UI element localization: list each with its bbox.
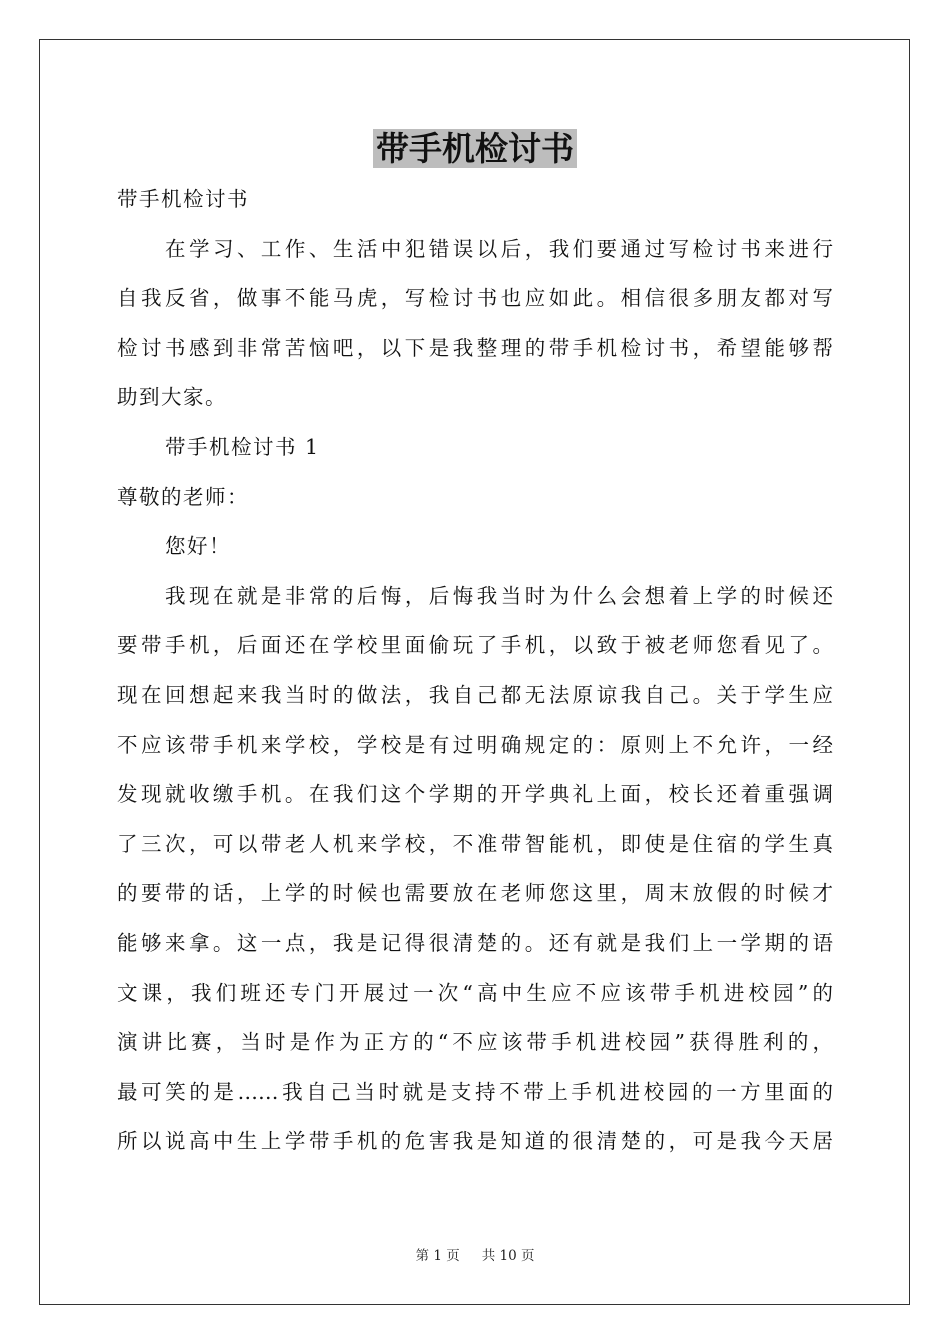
paragraph-line-1: 我现在就是非常的后悔，后悔我当时为什么会想着上学的时候还 (165, 583, 833, 608)
paragraph-line-9: 文课，我们班还专门开展过一次“高中生应不应该带手机进校园”的 (117, 980, 833, 1005)
paragraph-line-11: 最可笑的是……我自己当时就是支持不带上手机进校园的一方里面的 (117, 1079, 833, 1104)
paragraph-line-10: 演讲比赛，当时是作为正方的“不应该带手机进校园”获得胜利的， (117, 1030, 833, 1055)
document-title (0, 124, 950, 174)
document-title-text: 带手机检讨书 (373, 129, 577, 168)
paragraph-line-12: 所以说高中生上学带手机的危害我是知道的很清楚的，可是我今天居 (117, 1129, 833, 1154)
intro-line-4: 助到大家。 (117, 385, 227, 410)
page-total: 共 10 页 (481, 1248, 535, 1264)
document-body (117, 175, 833, 1167)
intro-line-3: 检讨书感到非常苦恼吧，以下是我整理的带手机检讨书，希望能够帮 (117, 335, 833, 360)
subtitle-line: 带手机检讨书 (117, 187, 249, 211)
paragraph-line-2: 要带手机，后面还在学校里面偷玩了手机，以致于被老师您看见了。 (117, 633, 833, 658)
paragraph-line-5: 发现就收缴手机。在我们这个学期的开学典礼上面，校长还着重强调 (117, 782, 833, 807)
section-heading: 带手机检讨书 1 (165, 434, 320, 459)
paragraph-line-7: 的要带的话，上学的时候也需要放在老师您这里，周末放假的时候才 (117, 881, 833, 906)
paragraph-line-4: 不应该带手机来学校，学校是有过明确规定的：原则上不允许，一经 (117, 732, 833, 757)
page-footer (0, 1246, 950, 1266)
intro-line-2: 自我反省，做事不能马虎，写检讨书也应如此。相信很多朋友都对写 (117, 286, 833, 311)
greeting: 您好！ (165, 534, 231, 559)
page-number: 第 1 页 (415, 1248, 460, 1264)
paragraph-line-6: 了三次，可以带老人机来学校，不准带智能机，即使是住宿的学生真 (117, 831, 833, 856)
paragraph-line-8: 能够来拿。这一点，我是记得很清楚的。还有就是我们上一学期的语 (117, 930, 833, 955)
salutation: 尊敬的老师： (117, 484, 249, 509)
paragraph-line-3: 现在回想起来我当时的做法，我自己都无法原谅我自己。关于学生应 (117, 682, 833, 707)
intro-line-1: 在学习、工作、生活中犯错误以后，我们要通过写检讨书来进行 (165, 236, 833, 261)
